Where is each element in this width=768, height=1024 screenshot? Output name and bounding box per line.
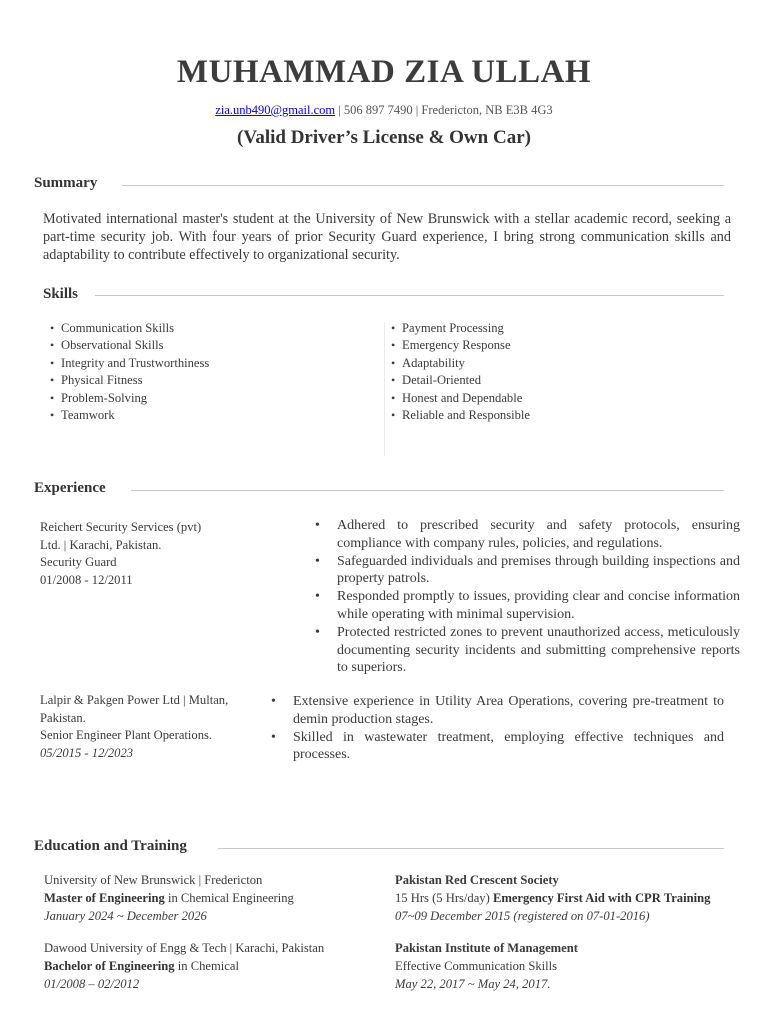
degree-line [44, 889, 374, 907]
list-item: • Communication Skills [48, 320, 368, 337]
education-item-pim [395, 939, 725, 993]
candidate-name: MUHAMMAD ZIA ULLAH [176, 54, 592, 90]
list-item: • Responded promptly to issues, providing clear and concise information while operating with minimal supervision. [313, 588, 740, 624]
job-company-location: Pakistan. [40, 710, 86, 725]
list-item: • Skilled in wastewater treatment, employing effective techniques and processes. [269, 729, 724, 765]
job-company: Lalpir & Pakgen Power Ltd | Multan, [40, 693, 229, 707]
list-item: • Safeguarded individuals and premises through building inspections and property patrols. [313, 553, 740, 589]
job-role: Security Guard [40, 555, 117, 570]
degree-title: Bachelor of Engineering [44, 959, 175, 973]
job-2-bullets [269, 693, 724, 764]
list-item: • Adhered to prescribed security and safety protocols, ensuring compliance with company rules, policies, and regulations. [313, 517, 740, 553]
institution-name: University of New Brunswick | Fredericton [44, 873, 263, 887]
job-1-info [40, 519, 280, 589]
education-dates: 07~09 December 2015 (registered on 07-01-2016) [395, 909, 650, 923]
job-dates: 01/2008 - 12/2011 [40, 572, 133, 587]
education-dates: 01/2008 – 02/2012 [44, 977, 140, 991]
job-2-info [40, 692, 262, 762]
degree-field: in Chemical [174, 959, 239, 973]
education-item-unb [44, 871, 374, 925]
experience-heading: Experience [34, 480, 106, 496]
skills-column-divider [384, 322, 385, 456]
job-company: Reichert Security Services (pvt) [40, 520, 202, 534]
institution-name: Pakistan Institute of Management [395, 941, 578, 955]
job-company-location: Ltd. | Karachi, Pakistan. [40, 537, 162, 552]
skills-heading: Skills [43, 286, 79, 302]
email-link[interactable]: zia.unb490@gmail.com [215, 103, 336, 117]
list-item: • Reliable and Responsible [389, 407, 719, 424]
education-item-dawood [44, 939, 374, 993]
training-title: Emergency First Aid with CPR Training [492, 891, 711, 905]
degree-title: Master of Engineering [44, 891, 165, 905]
license-tagline: (Valid Driver’s License & Own Car) [237, 127, 531, 148]
education-item-red-crescent [395, 871, 725, 925]
training-title: Effective Communication Skills [395, 959, 558, 973]
degree-field: in Chemical Engineering [164, 891, 294, 905]
skills-rule [95, 295, 724, 296]
experience-rule [131, 490, 724, 491]
list-item: • Adaptability [389, 355, 719, 372]
skills-list-right [389, 320, 719, 424]
job-dates: 05/2015 - 12/2023 [40, 745, 134, 760]
skills-list-left [48, 320, 368, 424]
degree-line [44, 957, 374, 975]
list-item: • Integrity and Trustworthiness [48, 355, 368, 372]
education-dates: January 2024 ~ December 2026 [44, 909, 207, 923]
contact-line [0, 103, 768, 118]
education-dates: May 22, 2017 ~ May 24, 2017. [395, 977, 551, 991]
list-item: • Protected restricted zones to prevent unauthorized access, meticulously documenting security incidents and submitting comprehensive reports to superiors. [313, 624, 740, 677]
education-heading: Education and Training [34, 838, 187, 854]
list-item: • Observational Skills [48, 337, 368, 354]
contact-details: | 506 897 7490 | Fredericton, NB E3B 4G3 [335, 103, 553, 117]
job-1-bullets [313, 517, 740, 677]
list-item: • Honest and Dependable [389, 390, 719, 407]
list-item: • Extensive experience in Utility Area Operations, covering pre-treatment to demin production stages. [269, 693, 724, 729]
summary-rule [122, 185, 724, 186]
institution-name: Dawood University of Engg & Tech | Karachi, Pakistan [44, 941, 325, 955]
list-item: • Physical Fitness [48, 372, 368, 389]
summary-heading: Summary [34, 175, 98, 191]
training-hours: 15 Hrs (5 Hrs/day) [395, 891, 493, 905]
training-line [395, 889, 725, 907]
list-item: • Detail-Oriented [389, 372, 719, 389]
education-rule [218, 848, 724, 849]
summary-text: Motivated international master's student at the University of New Brunswick with a stellar academic record, seeking a part-time security job. With four years of prior Security Guard experience, I bring strong communication skills and adaptability to contribute effectively to organizational security. [43, 211, 731, 263]
list-item: • Teamwork [48, 407, 368, 424]
institution-name: Pakistan Red Crescent Society [395, 873, 559, 887]
list-item: • Problem-Solving [48, 390, 368, 407]
list-item: • Emergency Response [389, 337, 719, 354]
job-role: Senior Engineer Plant Operations. [40, 728, 213, 743]
list-item: • Payment Processing [389, 320, 719, 337]
